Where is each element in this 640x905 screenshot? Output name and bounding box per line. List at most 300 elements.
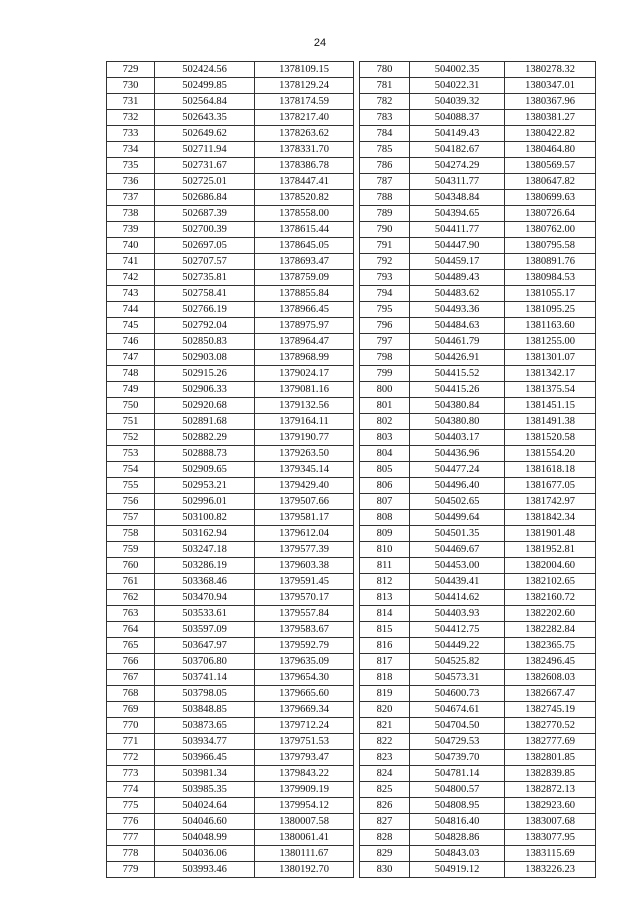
table-row xyxy=(360,414,596,430)
point-number: 796 xyxy=(360,318,410,334)
y-coordinate: 1379164.11 xyxy=(255,414,354,430)
point-number: 729 xyxy=(107,62,155,78)
table-row xyxy=(360,830,596,846)
point-number: 771 xyxy=(107,734,155,750)
x-coordinate: 502643.35 xyxy=(155,110,255,126)
table-row xyxy=(107,302,354,318)
x-coordinate: 504704.50 xyxy=(410,718,505,734)
y-coordinate: 1380984.53 xyxy=(505,270,596,286)
table-row xyxy=(360,398,596,414)
table-row xyxy=(107,286,354,302)
y-coordinate: 1381451.15 xyxy=(505,398,596,414)
x-coordinate: 504489.43 xyxy=(410,270,505,286)
point-number: 826 xyxy=(360,798,410,814)
x-coordinate: 504415.52 xyxy=(410,366,505,382)
x-coordinate: 504403.93 xyxy=(410,606,505,622)
y-coordinate: 1381952.81 xyxy=(505,542,596,558)
table-row xyxy=(360,590,596,606)
table-row xyxy=(360,366,596,382)
x-coordinate: 502687.39 xyxy=(155,206,255,222)
y-coordinate: 1379654.30 xyxy=(255,670,354,686)
x-coordinate: 504600.73 xyxy=(410,686,505,702)
x-coordinate: 504411.77 xyxy=(410,222,505,238)
point-number: 814 xyxy=(360,606,410,622)
y-coordinate: 1379581.17 xyxy=(255,510,354,526)
table-row xyxy=(107,254,354,270)
table-row xyxy=(360,110,596,126)
table-row xyxy=(107,430,354,446)
point-number: 813 xyxy=(360,590,410,606)
x-coordinate: 503873.65 xyxy=(155,718,255,734)
y-coordinate: 1382202.60 xyxy=(505,606,596,622)
point-number: 759 xyxy=(107,542,155,558)
x-coordinate: 502758.41 xyxy=(155,286,255,302)
point-number: 782 xyxy=(360,94,410,110)
x-coordinate: 504088.37 xyxy=(410,110,505,126)
x-coordinate: 502499.85 xyxy=(155,78,255,94)
table-row xyxy=(360,750,596,766)
point-number: 750 xyxy=(107,398,155,414)
point-number: 803 xyxy=(360,430,410,446)
y-coordinate: 1379793.47 xyxy=(255,750,354,766)
table-row xyxy=(107,238,354,254)
point-number: 789 xyxy=(360,206,410,222)
x-coordinate: 504403.17 xyxy=(410,430,505,446)
y-coordinate: 1379024.17 xyxy=(255,366,354,382)
y-coordinate: 1380278.32 xyxy=(505,62,596,78)
y-coordinate: 1379557.84 xyxy=(255,606,354,622)
table-row xyxy=(360,862,596,878)
y-coordinate: 1379345.14 xyxy=(255,462,354,478)
y-coordinate: 1380762.00 xyxy=(505,222,596,238)
y-coordinate: 1381901.48 xyxy=(505,526,596,542)
point-number: 809 xyxy=(360,526,410,542)
y-coordinate: 1380795.58 xyxy=(505,238,596,254)
point-number: 810 xyxy=(360,542,410,558)
point-number: 775 xyxy=(107,798,155,814)
y-coordinate: 1380891.76 xyxy=(505,254,596,270)
x-coordinate: 502424.56 xyxy=(155,62,255,78)
y-coordinate: 1379507.66 xyxy=(255,494,354,510)
point-number: 830 xyxy=(360,862,410,878)
y-coordinate: 1380699.63 xyxy=(505,190,596,206)
y-coordinate: 1379592.79 xyxy=(255,638,354,654)
table-row xyxy=(107,62,354,78)
table-row xyxy=(107,590,354,606)
y-coordinate: 1380367.96 xyxy=(505,94,596,110)
point-number: 745 xyxy=(107,318,155,334)
x-coordinate: 502996.01 xyxy=(155,494,255,510)
x-coordinate: 504182.67 xyxy=(410,142,505,158)
table-row xyxy=(107,462,354,478)
x-coordinate: 502711.94 xyxy=(155,142,255,158)
x-coordinate: 503368.46 xyxy=(155,574,255,590)
table-row xyxy=(360,142,596,158)
point-number: 816 xyxy=(360,638,410,654)
table-row xyxy=(360,574,596,590)
y-coordinate: 1379132.56 xyxy=(255,398,354,414)
x-coordinate: 504781.14 xyxy=(410,766,505,782)
y-coordinate: 1382496.45 xyxy=(505,654,596,670)
x-coordinate: 504843.03 xyxy=(410,846,505,862)
point-number: 737 xyxy=(107,190,155,206)
point-number: 752 xyxy=(107,430,155,446)
x-coordinate: 503247.18 xyxy=(155,542,255,558)
y-coordinate: 1382801.85 xyxy=(505,750,596,766)
y-coordinate: 1381055.17 xyxy=(505,286,596,302)
table-row xyxy=(107,366,354,382)
table-row xyxy=(360,782,596,798)
point-number: 818 xyxy=(360,670,410,686)
table-row xyxy=(107,574,354,590)
table-row xyxy=(107,782,354,798)
table-row xyxy=(107,606,354,622)
x-coordinate: 503798.05 xyxy=(155,686,255,702)
point-number: 825 xyxy=(360,782,410,798)
y-coordinate: 1381742.97 xyxy=(505,494,596,510)
point-number: 733 xyxy=(107,126,155,142)
table-row xyxy=(360,158,596,174)
point-number: 791 xyxy=(360,238,410,254)
coordinates-table-right xyxy=(359,61,596,878)
x-coordinate: 504274.29 xyxy=(410,158,505,174)
table-row xyxy=(360,286,596,302)
point-number: 763 xyxy=(107,606,155,622)
table-row xyxy=(360,638,596,654)
table-row xyxy=(107,222,354,238)
y-coordinate: 1378174.59 xyxy=(255,94,354,110)
table-row xyxy=(107,478,354,494)
point-number: 808 xyxy=(360,510,410,526)
y-coordinate: 1381842.34 xyxy=(505,510,596,526)
table-row xyxy=(107,414,354,430)
y-coordinate: 1379669.34 xyxy=(255,702,354,718)
point-number: 822 xyxy=(360,734,410,750)
point-number: 804 xyxy=(360,446,410,462)
x-coordinate: 502564.84 xyxy=(155,94,255,110)
x-coordinate: 504036.06 xyxy=(155,846,255,862)
table-row xyxy=(360,126,596,142)
x-coordinate: 504499.64 xyxy=(410,510,505,526)
point-number: 802 xyxy=(360,414,410,430)
point-number: 812 xyxy=(360,574,410,590)
point-number: 767 xyxy=(107,670,155,686)
table-row xyxy=(107,446,354,462)
table-row xyxy=(360,382,596,398)
table-row xyxy=(107,494,354,510)
y-coordinate: 1378109.15 xyxy=(255,62,354,78)
y-coordinate: 1379665.60 xyxy=(255,686,354,702)
point-number: 761 xyxy=(107,574,155,590)
x-coordinate: 504024.64 xyxy=(155,798,255,814)
table-row xyxy=(107,702,354,718)
table-row xyxy=(360,510,596,526)
table-row xyxy=(360,686,596,702)
x-coordinate: 502920.68 xyxy=(155,398,255,414)
y-coordinate: 1381554.20 xyxy=(505,446,596,462)
point-number: 756 xyxy=(107,494,155,510)
table-row xyxy=(360,766,596,782)
x-coordinate: 503848.85 xyxy=(155,702,255,718)
x-coordinate: 504311.77 xyxy=(410,174,505,190)
x-coordinate: 502906.33 xyxy=(155,382,255,398)
y-coordinate: 1379081.16 xyxy=(255,382,354,398)
x-coordinate: 504415.26 xyxy=(410,382,505,398)
table-row xyxy=(107,398,354,414)
table-row xyxy=(107,270,354,286)
x-coordinate: 502725.01 xyxy=(155,174,255,190)
y-coordinate: 1380647.82 xyxy=(505,174,596,190)
table-row xyxy=(107,798,354,814)
x-coordinate: 503100.82 xyxy=(155,510,255,526)
table-row xyxy=(107,830,354,846)
table-row xyxy=(107,638,354,654)
x-coordinate: 504919.12 xyxy=(410,862,505,878)
y-coordinate: 1379190.77 xyxy=(255,430,354,446)
x-coordinate: 504039.32 xyxy=(410,94,505,110)
point-number: 798 xyxy=(360,350,410,366)
x-coordinate: 504469.67 xyxy=(410,542,505,558)
y-coordinate: 1379570.17 xyxy=(255,590,354,606)
x-coordinate: 503286.19 xyxy=(155,558,255,574)
table-row xyxy=(107,94,354,110)
y-coordinate: 1380726.64 xyxy=(505,206,596,222)
table-row xyxy=(107,174,354,190)
table-row xyxy=(107,334,354,350)
table-row xyxy=(107,558,354,574)
table-row xyxy=(107,190,354,206)
table-row xyxy=(360,94,596,110)
point-number: 746 xyxy=(107,334,155,350)
y-coordinate: 1380422.82 xyxy=(505,126,596,142)
y-coordinate: 1380192.70 xyxy=(255,862,354,878)
y-coordinate: 1378968.99 xyxy=(255,350,354,366)
x-coordinate: 502888.73 xyxy=(155,446,255,462)
table-row xyxy=(360,542,596,558)
y-coordinate: 1379591.45 xyxy=(255,574,354,590)
y-coordinate: 1379612.04 xyxy=(255,526,354,542)
y-coordinate: 1378558.00 xyxy=(255,206,354,222)
x-coordinate: 504501.35 xyxy=(410,526,505,542)
point-number: 779 xyxy=(107,862,155,878)
table-row xyxy=(360,302,596,318)
x-coordinate: 504453.00 xyxy=(410,558,505,574)
table-row xyxy=(360,462,596,478)
x-coordinate: 504449.22 xyxy=(410,638,505,654)
point-number: 734 xyxy=(107,142,155,158)
point-number: 768 xyxy=(107,686,155,702)
y-coordinate: 1381375.54 xyxy=(505,382,596,398)
x-coordinate: 504729.53 xyxy=(410,734,505,750)
x-coordinate: 503966.45 xyxy=(155,750,255,766)
x-coordinate: 504800.57 xyxy=(410,782,505,798)
point-number: 817 xyxy=(360,654,410,670)
x-coordinate: 503597.09 xyxy=(155,622,255,638)
table-row xyxy=(360,606,596,622)
point-number: 799 xyxy=(360,366,410,382)
y-coordinate: 1379954.12 xyxy=(255,798,354,814)
table-row xyxy=(107,654,354,670)
y-coordinate: 1383077.95 xyxy=(505,830,596,846)
x-coordinate: 504493.36 xyxy=(410,302,505,318)
table-row xyxy=(360,654,596,670)
x-coordinate: 504048.99 xyxy=(155,830,255,846)
table-row xyxy=(360,814,596,830)
point-number: 806 xyxy=(360,478,410,494)
table-row xyxy=(107,750,354,766)
x-coordinate: 502766.19 xyxy=(155,302,255,318)
x-coordinate: 502707.57 xyxy=(155,254,255,270)
table-row xyxy=(360,78,596,94)
x-coordinate: 504436.96 xyxy=(410,446,505,462)
x-coordinate: 502686.84 xyxy=(155,190,255,206)
point-number: 740 xyxy=(107,238,155,254)
x-coordinate: 502891.68 xyxy=(155,414,255,430)
table-row xyxy=(360,494,596,510)
table-row xyxy=(107,126,354,142)
x-coordinate: 504022.31 xyxy=(410,78,505,94)
y-coordinate: 1381342.17 xyxy=(505,366,596,382)
y-coordinate: 1381163.60 xyxy=(505,318,596,334)
table-row xyxy=(107,510,354,526)
y-coordinate: 1380347.01 xyxy=(505,78,596,94)
point-number: 829 xyxy=(360,846,410,862)
x-coordinate: 502850.83 xyxy=(155,334,255,350)
y-coordinate: 1383226.23 xyxy=(505,862,596,878)
point-number: 743 xyxy=(107,286,155,302)
point-number: 773 xyxy=(107,766,155,782)
table-row xyxy=(107,382,354,398)
point-number: 774 xyxy=(107,782,155,798)
x-coordinate: 504447.90 xyxy=(410,238,505,254)
point-number: 744 xyxy=(107,302,155,318)
table-row xyxy=(107,686,354,702)
point-number: 766 xyxy=(107,654,155,670)
x-coordinate: 504808.95 xyxy=(410,798,505,814)
x-coordinate: 502909.65 xyxy=(155,462,255,478)
y-coordinate: 1380464.80 xyxy=(505,142,596,158)
y-coordinate: 1378129.24 xyxy=(255,78,354,94)
x-coordinate: 504394.65 xyxy=(410,206,505,222)
x-coordinate: 504149.43 xyxy=(410,126,505,142)
y-coordinate: 1378447.41 xyxy=(255,174,354,190)
point-number: 777 xyxy=(107,830,155,846)
table-row xyxy=(107,110,354,126)
y-coordinate: 1379429.40 xyxy=(255,478,354,494)
y-coordinate: 1381520.58 xyxy=(505,430,596,446)
y-coordinate: 1382770.52 xyxy=(505,718,596,734)
point-number: 805 xyxy=(360,462,410,478)
y-coordinate: 1382923.60 xyxy=(505,798,596,814)
page-number: 24 xyxy=(313,37,327,49)
x-coordinate: 504459.17 xyxy=(410,254,505,270)
table-row xyxy=(107,142,354,158)
point-number: 819 xyxy=(360,686,410,702)
table-row xyxy=(107,78,354,94)
table-row xyxy=(360,254,596,270)
table-row xyxy=(107,526,354,542)
y-coordinate: 1382667.47 xyxy=(505,686,596,702)
point-number: 758 xyxy=(107,526,155,542)
y-coordinate: 1382608.03 xyxy=(505,670,596,686)
table-row xyxy=(360,206,596,222)
y-coordinate: 1379843.22 xyxy=(255,766,354,782)
table-row xyxy=(107,158,354,174)
point-number: 795 xyxy=(360,302,410,318)
x-coordinate: 504412.75 xyxy=(410,622,505,638)
point-number: 811 xyxy=(360,558,410,574)
y-coordinate: 1378964.47 xyxy=(255,334,354,350)
point-number: 827 xyxy=(360,814,410,830)
y-coordinate: 1378615.44 xyxy=(255,222,354,238)
x-coordinate: 504496.40 xyxy=(410,478,505,494)
point-number: 736 xyxy=(107,174,155,190)
y-coordinate: 1378855.84 xyxy=(255,286,354,302)
point-number: 780 xyxy=(360,62,410,78)
x-coordinate: 504484.63 xyxy=(410,318,505,334)
point-number: 754 xyxy=(107,462,155,478)
y-coordinate: 1379909.19 xyxy=(255,782,354,798)
point-number: 731 xyxy=(107,94,155,110)
y-coordinate: 1378759.09 xyxy=(255,270,354,286)
table-row xyxy=(360,446,596,462)
point-number: 784 xyxy=(360,126,410,142)
table-row xyxy=(360,270,596,286)
y-coordinate: 1380007.58 xyxy=(255,814,354,830)
x-coordinate: 502792.04 xyxy=(155,318,255,334)
y-coordinate: 1380569.57 xyxy=(505,158,596,174)
table-row xyxy=(107,718,354,734)
table-row xyxy=(360,350,596,366)
x-coordinate: 504816.40 xyxy=(410,814,505,830)
point-number: 801 xyxy=(360,398,410,414)
y-coordinate: 1379751.53 xyxy=(255,734,354,750)
y-coordinate: 1378693.47 xyxy=(255,254,354,270)
point-number: 793 xyxy=(360,270,410,286)
point-number: 778 xyxy=(107,846,155,862)
table-row xyxy=(107,318,354,334)
point-number: 764 xyxy=(107,622,155,638)
x-coordinate: 502735.81 xyxy=(155,270,255,286)
y-coordinate: 1381618.18 xyxy=(505,462,596,478)
point-number: 800 xyxy=(360,382,410,398)
x-coordinate: 503741.14 xyxy=(155,670,255,686)
x-coordinate: 503470.94 xyxy=(155,590,255,606)
point-number: 732 xyxy=(107,110,155,126)
point-number: 735 xyxy=(107,158,155,174)
y-coordinate: 1378263.62 xyxy=(255,126,354,142)
x-coordinate: 504380.80 xyxy=(410,414,505,430)
x-coordinate: 504525.82 xyxy=(410,654,505,670)
x-coordinate: 502882.29 xyxy=(155,430,255,446)
y-coordinate: 1379263.50 xyxy=(255,446,354,462)
point-number: 741 xyxy=(107,254,155,270)
x-coordinate: 504439.41 xyxy=(410,574,505,590)
point-number: 757 xyxy=(107,510,155,526)
x-coordinate: 504828.86 xyxy=(410,830,505,846)
x-coordinate: 504739.70 xyxy=(410,750,505,766)
y-coordinate: 1382102.65 xyxy=(505,574,596,590)
point-number: 738 xyxy=(107,206,155,222)
table-row xyxy=(107,766,354,782)
y-coordinate: 1381301.07 xyxy=(505,350,596,366)
point-number: 828 xyxy=(360,830,410,846)
y-coordinate: 1381095.25 xyxy=(505,302,596,318)
point-number: 753 xyxy=(107,446,155,462)
y-coordinate: 1380381.27 xyxy=(505,110,596,126)
x-coordinate: 504426.91 xyxy=(410,350,505,366)
point-number: 823 xyxy=(360,750,410,766)
